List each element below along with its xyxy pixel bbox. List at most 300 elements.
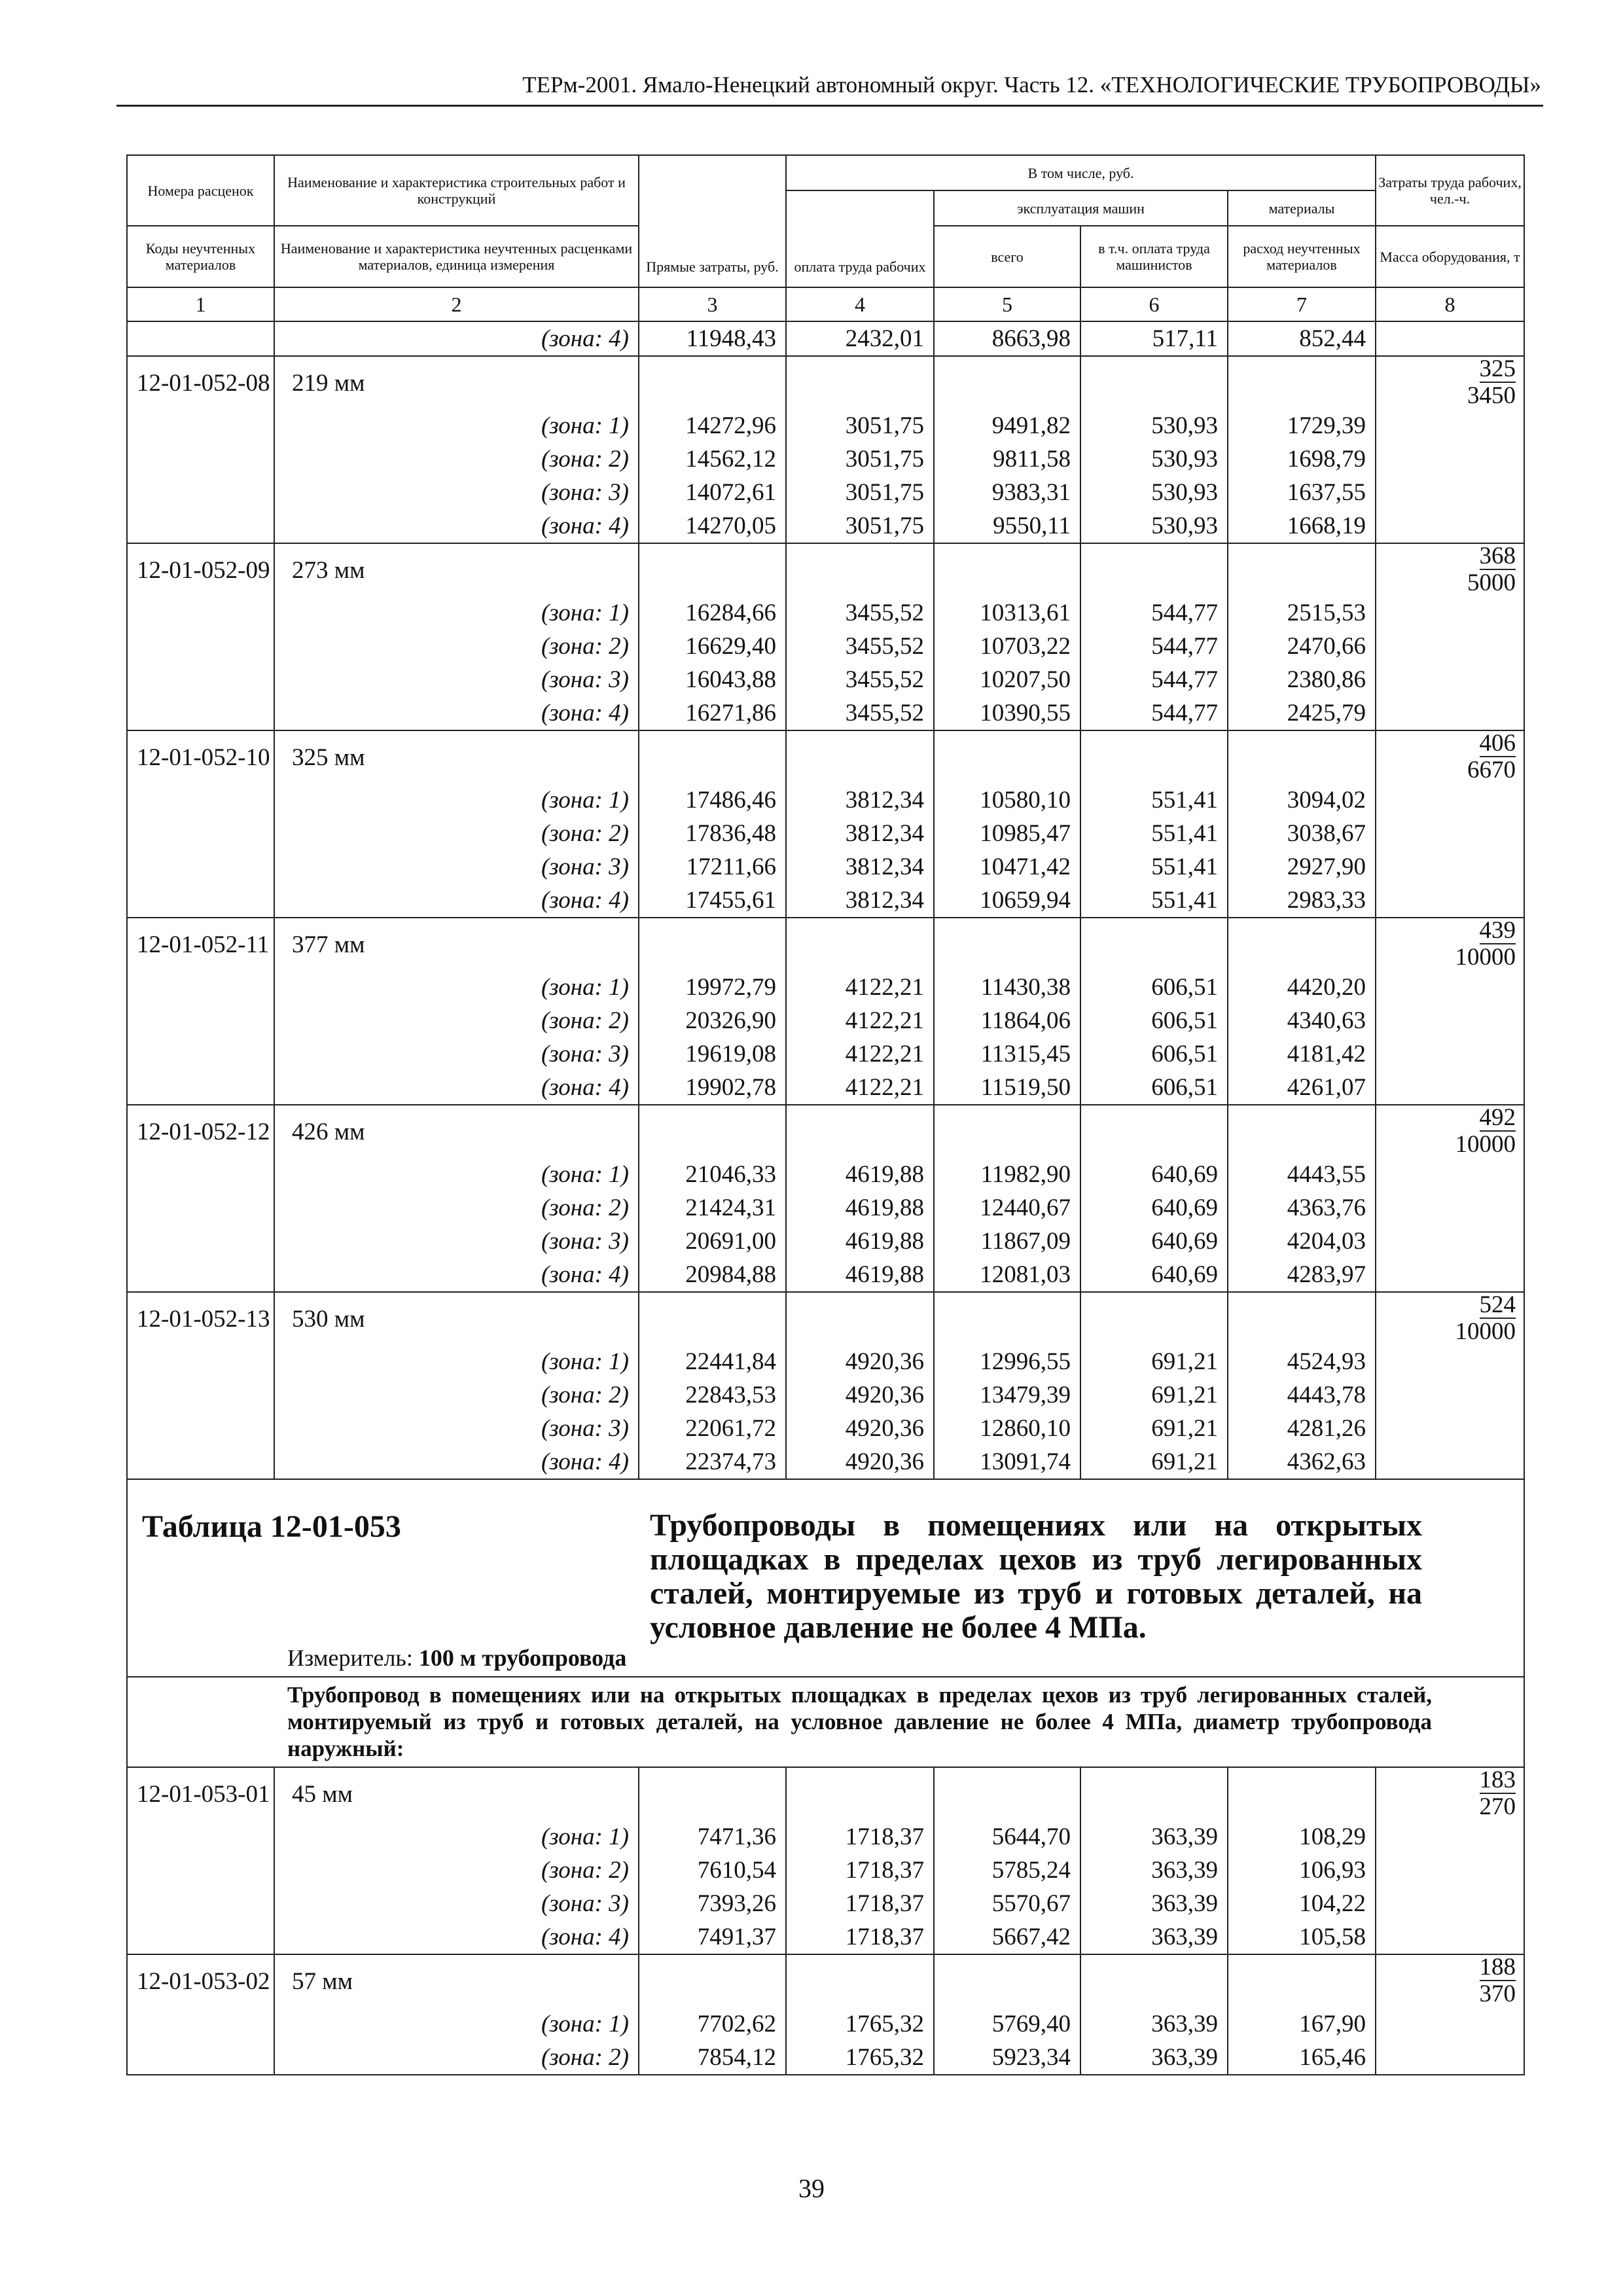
material-cost: 4362,63 xyxy=(1228,1445,1376,1479)
rate-header-row xyxy=(127,730,1524,783)
section-description-row xyxy=(127,1677,1524,1767)
column-number: 6 xyxy=(1080,287,1228,321)
col-worker-pay: оплата труда рабочих xyxy=(786,190,934,287)
zone-label: (зона: 1) xyxy=(541,974,629,1001)
machinist-pay: 606,51 xyxy=(1080,1071,1228,1105)
column-number: 4 xyxy=(786,287,934,321)
rate-name: 377 мм xyxy=(274,918,639,971)
zone-row xyxy=(127,1820,1524,1854)
labor-mass-fraction xyxy=(1376,918,1524,971)
equipment-mass-value: 10000 xyxy=(1455,1318,1516,1345)
worker-pay: 1765,32 xyxy=(786,2007,934,2041)
worker-pay: 3812,34 xyxy=(786,783,934,817)
material-cost: 106,93 xyxy=(1228,1854,1376,1887)
zone-label: (зона: 2) xyxy=(541,2044,629,2071)
col-labor-costs: Затраты труда рабочих, чел.-ч. xyxy=(1376,155,1524,226)
zone-label: (зона: 4) xyxy=(541,1074,629,1101)
col-material-consumption: расход неучтенных материалов xyxy=(1228,226,1376,287)
material-cost: 108,29 xyxy=(1228,1820,1376,1854)
zone-label: (зона: 3) xyxy=(541,1890,629,1917)
direct-cost: 16043,88 xyxy=(639,663,786,696)
machine-total: 11430,38 xyxy=(934,971,1080,1004)
machine-total: 10703,22 xyxy=(934,630,1080,663)
col-work-name: Наименование и характеристика строительных работ и конструкций xyxy=(274,155,639,226)
measure-value: 100 м трубопровода xyxy=(418,1645,627,1671)
header-rule xyxy=(116,105,1543,107)
rate-code: 12-01-052-09 xyxy=(127,543,274,596)
machinist-pay: 363,39 xyxy=(1080,2007,1228,2041)
direct-cost: 19902,78 xyxy=(639,1071,786,1105)
machinist-pay: 640,69 xyxy=(1080,1258,1228,1292)
direct-cost: 22843,53 xyxy=(639,1378,786,1412)
material-cost: 3094,02 xyxy=(1228,783,1376,817)
worker-pay: 4122,21 xyxy=(786,1004,934,1037)
zone-label: (зона: 4) xyxy=(541,1924,629,1950)
material-cost: 165,46 xyxy=(1228,2041,1376,2075)
zone-label: (зона: 2) xyxy=(541,820,629,847)
direct-cost: 22441,84 xyxy=(639,1345,786,1378)
col-material-codes: Коды неучтенных материалов xyxy=(127,226,274,287)
column-number: 5 xyxy=(934,287,1080,321)
direct-cost: 14562,12 xyxy=(639,442,786,476)
machinist-pay: 544,77 xyxy=(1080,663,1228,696)
worker-pay: 4920,36 xyxy=(786,1445,934,1479)
table-title: Трубопроводы в помещениях или на открытых площадках в пределах цехов из труб легированных сталей, монтируемые из труб и готовых деталей, на условное давление не более 4 МПа. xyxy=(650,1508,1422,1645)
labor-costs-value: 325 xyxy=(1479,355,1516,382)
zone-row xyxy=(127,884,1524,918)
header-row-1 xyxy=(127,155,1524,190)
labor-mass-fraction xyxy=(1376,1767,1524,1820)
direct-cost: 7702,62 xyxy=(639,2007,786,2041)
column-number: 3 xyxy=(639,287,786,321)
worker-pay: 1718,37 xyxy=(786,1887,934,1920)
machine-total: 10313,61 xyxy=(934,596,1080,630)
machinist-pay: 363,39 xyxy=(1080,1820,1228,1854)
direct-cost: 7610,54 xyxy=(639,1854,786,1887)
rate-code: 12-01-053-02 xyxy=(127,1954,274,2007)
direct-cost: 14270,05 xyxy=(639,509,786,543)
zone-label: (зона: 3) xyxy=(541,853,629,880)
col-machine-total: всего xyxy=(934,226,1080,287)
col-including: В том числе, руб. xyxy=(786,155,1376,190)
rate-header-row xyxy=(127,918,1524,971)
zone-label: (зона: 1) xyxy=(541,787,629,814)
worker-pay: 4122,21 xyxy=(786,1071,934,1105)
material-cost: 4261,07 xyxy=(1228,1071,1376,1105)
worker-pay: 1718,37 xyxy=(786,1820,934,1854)
machinist-pay: 530,93 xyxy=(1080,409,1228,442)
direct-cost: 7393,26 xyxy=(639,1887,786,1920)
machine-total: 11867,09 xyxy=(934,1225,1080,1258)
zone-row xyxy=(127,596,1524,630)
material-cost: 852,44 xyxy=(1228,321,1376,356)
machine-total: 10207,50 xyxy=(934,663,1080,696)
rate-name: 219 мм xyxy=(274,356,639,409)
machinist-pay: 363,39 xyxy=(1080,2041,1228,2075)
material-cost: 2983,33 xyxy=(1228,884,1376,918)
equipment-mass-value: 5000 xyxy=(1467,569,1516,596)
machine-total: 10580,10 xyxy=(934,783,1080,817)
worker-pay: 4122,21 xyxy=(786,971,934,1004)
material-cost: 2515,53 xyxy=(1228,596,1376,630)
zone-row xyxy=(127,1345,1524,1378)
direct-cost: 17211,66 xyxy=(639,850,786,884)
material-cost: 4443,55 xyxy=(1228,1158,1376,1191)
rate-name: 325 мм xyxy=(274,730,639,783)
direct-cost: 14072,61 xyxy=(639,476,786,509)
column-number: 8 xyxy=(1376,287,1524,321)
rate-name: 57 мм xyxy=(274,1954,639,2007)
column-number: 7 xyxy=(1228,287,1376,321)
machine-total: 9811,58 xyxy=(934,442,1080,476)
col-direct-costs: Прямые затраты, руб. xyxy=(639,155,786,287)
machine-total: 5570,67 xyxy=(934,1887,1080,1920)
document-header: ТЕРм-2001. Ямало-Ненецкий автономный округ. Часть 12. «ТЕХНОЛОГИЧЕСКИЕ ТРУБОПРОВОДЫ» xyxy=(522,72,1541,98)
machinist-pay: 551,41 xyxy=(1080,783,1228,817)
machinist-pay: 544,77 xyxy=(1080,630,1228,663)
material-cost: 1698,79 xyxy=(1228,442,1376,476)
equipment-mass-value: 370 xyxy=(1479,1981,1516,2007)
direct-cost: 19972,79 xyxy=(639,971,786,1004)
machine-total: 12996,55 xyxy=(934,1345,1080,1378)
rate-header-row xyxy=(127,543,1524,596)
machine-total: 5785,24 xyxy=(934,1854,1080,1887)
zone-row xyxy=(127,1378,1524,1412)
rate-code: 12-01-052-08 xyxy=(127,356,274,409)
direct-cost: 16284,66 xyxy=(639,596,786,630)
col-machine-operation: эксплуатация машин xyxy=(934,190,1228,226)
machinist-pay: 363,39 xyxy=(1080,1887,1228,1920)
zone-row xyxy=(127,1037,1524,1071)
table-body xyxy=(127,155,1524,2075)
machine-total: 11864,06 xyxy=(934,1004,1080,1037)
machinist-pay: 530,93 xyxy=(1080,476,1228,509)
measure-label: Измеритель: xyxy=(287,1645,413,1671)
direct-cost: 7854,12 xyxy=(639,2041,786,2075)
material-cost: 4420,20 xyxy=(1228,971,1376,1004)
worker-pay: 3051,75 xyxy=(786,476,934,509)
material-cost: 104,22 xyxy=(1228,1887,1376,1920)
labor-costs-value: 183 xyxy=(1479,1767,1516,1793)
material-cost: 105,58 xyxy=(1228,1920,1376,1954)
zone-row xyxy=(127,1887,1524,1920)
zone-label: (зона: 3) xyxy=(541,1041,629,1067)
zone-label: (зона: 2) xyxy=(541,1382,629,1408)
rate-code: 12-01-052-12 xyxy=(127,1105,274,1158)
zone-row xyxy=(127,1258,1524,1292)
machinist-pay: 544,77 xyxy=(1080,696,1228,730)
worker-pay: 4619,88 xyxy=(786,1191,934,1225)
machinist-pay: 691,21 xyxy=(1080,1445,1228,1479)
machine-total: 12440,67 xyxy=(934,1191,1080,1225)
material-cost: 4204,03 xyxy=(1228,1225,1376,1258)
machinist-pay: 517,11 xyxy=(1080,321,1228,356)
machinist-pay: 606,51 xyxy=(1080,971,1228,1004)
equipment-mass-value: 10000 xyxy=(1455,1131,1516,1158)
machinist-pay: 551,41 xyxy=(1080,850,1228,884)
column-number: 1 xyxy=(127,287,274,321)
zone-label: (зона: 1) xyxy=(541,2011,629,2037)
zone-label: (зона: 1) xyxy=(541,1348,629,1375)
material-cost: 4181,42 xyxy=(1228,1037,1376,1071)
machinist-pay: 691,21 xyxy=(1080,1378,1228,1412)
zone-label: (зона: 2) xyxy=(541,633,629,660)
measure-line xyxy=(287,1643,626,1672)
rate-name: 530 мм xyxy=(274,1292,639,1345)
machinist-pay: 640,69 xyxy=(1080,1158,1228,1191)
worker-pay: 3812,34 xyxy=(786,884,934,918)
rate-header-row xyxy=(127,356,1524,409)
machinist-pay: 606,51 xyxy=(1080,1037,1228,1071)
machine-total: 12860,10 xyxy=(934,1412,1080,1445)
rate-name: 273 мм xyxy=(274,543,639,596)
worker-pay: 3812,34 xyxy=(786,850,934,884)
worker-pay: 3051,75 xyxy=(786,509,934,543)
labor-costs-value: 406 xyxy=(1479,730,1516,757)
zone-label: (зона: 4) xyxy=(541,1448,629,1475)
direct-cost: 22061,72 xyxy=(639,1412,786,1445)
page-number: 39 xyxy=(798,2174,825,2203)
zone-row xyxy=(127,663,1524,696)
machine-total: 9383,31 xyxy=(934,476,1080,509)
zone-label: (зона: 3) xyxy=(541,1228,629,1255)
equipment-mass-value: 6670 xyxy=(1467,757,1516,783)
zone-row xyxy=(127,971,1524,1004)
machine-total: 5644,70 xyxy=(934,1820,1080,1854)
zone-row xyxy=(127,1854,1524,1887)
worker-pay: 1718,37 xyxy=(786,1854,934,1887)
material-cost: 2425,79 xyxy=(1228,696,1376,730)
direct-cost: 7471,36 xyxy=(639,1820,786,1854)
zone-label: (зона: 3) xyxy=(541,666,629,693)
zone-label: (зона: 1) xyxy=(541,412,629,439)
worker-pay: 1765,32 xyxy=(786,2041,934,2075)
rate-header-row xyxy=(127,1767,1524,1820)
material-cost: 4340,63 xyxy=(1228,1004,1376,1037)
zone-row xyxy=(127,2041,1524,2075)
machine-total: 10659,94 xyxy=(934,884,1080,918)
machine-total: 9550,11 xyxy=(934,509,1080,543)
zone-row xyxy=(127,696,1524,730)
machinist-pay: 363,39 xyxy=(1080,1854,1228,1887)
labor-mass-fraction xyxy=(1376,730,1524,783)
table-id: Таблица 12-01-053 xyxy=(142,1509,401,1544)
direct-cost: 17486,46 xyxy=(639,783,786,817)
labor-costs-value: 368 xyxy=(1479,543,1516,569)
direct-cost: 16271,86 xyxy=(639,696,786,730)
worker-pay: 3051,75 xyxy=(786,442,934,476)
worker-pay: 3455,52 xyxy=(786,696,934,730)
machine-total: 11315,45 xyxy=(934,1037,1080,1071)
machinist-pay: 606,51 xyxy=(1080,1004,1228,1037)
zone-row xyxy=(127,1191,1524,1225)
rate-header-row xyxy=(127,1105,1524,1158)
material-cost: 4524,93 xyxy=(1228,1345,1376,1378)
direct-cost: 16629,40 xyxy=(639,630,786,663)
material-cost: 1729,39 xyxy=(1228,409,1376,442)
zone-row xyxy=(127,1071,1524,1105)
machine-total: 8663,98 xyxy=(934,321,1080,356)
direct-cost: 7491,37 xyxy=(639,1920,786,1954)
rate-name: 45 мм xyxy=(274,1767,639,1820)
direct-cost: 19619,08 xyxy=(639,1037,786,1071)
direct-cost: 11948,43 xyxy=(639,321,786,356)
machine-total: 11519,50 xyxy=(934,1071,1080,1105)
zone-row xyxy=(127,442,1524,476)
direct-cost: 20326,90 xyxy=(639,1004,786,1037)
zone-row xyxy=(127,1445,1524,1479)
zone-label: (зона: 3) xyxy=(541,1415,629,1442)
machine-total: 10390,55 xyxy=(934,696,1080,730)
zone-label: (зона: 2) xyxy=(541,446,629,473)
labor-mass-fraction xyxy=(1376,543,1524,596)
rate-code: 12-01-053-01 xyxy=(127,1767,274,1820)
direct-cost: 20691,00 xyxy=(639,1225,786,1258)
labor-mass-fraction xyxy=(1376,356,1524,409)
rate-code: 12-01-052-11 xyxy=(127,918,274,971)
machine-total: 5923,34 xyxy=(934,2041,1080,2075)
labor-costs-value: 524 xyxy=(1479,1291,1516,1318)
zone-row xyxy=(127,630,1524,663)
material-cost: 4443,78 xyxy=(1228,1378,1376,1412)
zone-label: (зона: 4) xyxy=(541,700,629,726)
carryover-row xyxy=(127,321,1524,356)
worker-pay: 3051,75 xyxy=(786,409,934,442)
material-cost: 2927,90 xyxy=(1228,850,1376,884)
machine-total: 13479,39 xyxy=(934,1378,1080,1412)
zone-label: (зона: 1) xyxy=(541,1823,629,1850)
equipment-mass-value: 10000 xyxy=(1455,944,1516,971)
column-number: 2 xyxy=(274,287,639,321)
machinist-pay: 640,69 xyxy=(1080,1191,1228,1225)
labor-mass-fraction xyxy=(1376,1292,1524,1345)
zone-label: (зона: 3) xyxy=(541,479,629,506)
worker-pay: 4920,36 xyxy=(786,1412,934,1445)
zone-label: (зона: 2) xyxy=(541,1194,629,1221)
worker-pay: 4619,88 xyxy=(786,1158,934,1191)
machinist-pay: 551,41 xyxy=(1080,817,1228,850)
direct-cost: 22374,73 xyxy=(639,1445,786,1479)
rate-code: 12-01-052-13 xyxy=(127,1292,274,1345)
material-cost: 4283,97 xyxy=(1228,1258,1376,1292)
machinist-pay: 551,41 xyxy=(1080,884,1228,918)
material-cost: 2470,66 xyxy=(1228,630,1376,663)
zone-label: (зона: 1) xyxy=(541,1161,629,1188)
zone-row xyxy=(127,1920,1524,1954)
material-cost: 3038,67 xyxy=(1228,817,1376,850)
labor-costs-value: 492 xyxy=(1479,1104,1516,1131)
zone-label: (зона: 1) xyxy=(541,600,629,626)
col-equipment-mass: Масса оборудования, т xyxy=(1376,226,1524,287)
section-description xyxy=(127,1677,1524,1767)
machinist-pay: 363,39 xyxy=(1080,1920,1228,1954)
zone-row xyxy=(127,1412,1524,1445)
machine-total: 12081,03 xyxy=(934,1258,1080,1292)
direct-cost: 20984,88 xyxy=(639,1258,786,1292)
equipment-mass-value: 270 xyxy=(1479,1793,1516,1820)
machine-total: 13091,74 xyxy=(934,1445,1080,1479)
col-materials: материалы xyxy=(1228,190,1376,226)
worker-pay: 1718,37 xyxy=(786,1920,934,1954)
col-machinist-pay: в т.ч. оплата труда машинистов xyxy=(1080,226,1228,287)
material-cost: 4281,26 xyxy=(1228,1412,1376,1445)
zone-row xyxy=(127,409,1524,442)
direct-cost: 17455,61 xyxy=(639,884,786,918)
machinist-pay: 691,21 xyxy=(1080,1345,1228,1378)
labor-mass-fraction xyxy=(1376,1105,1524,1158)
equipment-mass-value: 3450 xyxy=(1467,382,1516,409)
material-cost: 4363,76 xyxy=(1228,1191,1376,1225)
direct-cost: 21046,33 xyxy=(639,1158,786,1191)
labor-costs-value: 439 xyxy=(1479,917,1516,944)
zone-row xyxy=(127,783,1524,817)
worker-pay: 2432,01 xyxy=(786,321,934,356)
machinist-pay: 640,69 xyxy=(1080,1225,1228,1258)
direct-cost: 14272,96 xyxy=(639,409,786,442)
labor-mass-fraction xyxy=(1376,1954,1524,2007)
worker-pay: 4122,21 xyxy=(786,1037,934,1071)
section-description-text: Трубопровод в помещениях или на открытых площадках в пределах цехов из труб легированных сталей, монтируемый из труб и готовых деталей, на условное давление не более 4 МПа, диаметр трубопровода наружный: xyxy=(287,1682,1433,1761)
zone-label: (зона: 4) xyxy=(541,325,629,352)
zone-row xyxy=(127,850,1524,884)
material-cost: 2380,86 xyxy=(1228,663,1376,696)
worker-pay: 3455,52 xyxy=(786,630,934,663)
col-rate-numbers: Номера расценок xyxy=(127,155,274,226)
rate-header-row xyxy=(127,1954,1524,2007)
zone-row xyxy=(127,1158,1524,1191)
rate-header-row xyxy=(127,1292,1524,1345)
material-cost: 1637,55 xyxy=(1228,476,1376,509)
worker-pay: 3812,34 xyxy=(786,817,934,850)
machine-total: 5769,40 xyxy=(934,2007,1080,2041)
machine-total: 5667,42 xyxy=(934,1920,1080,1954)
worker-pay: 4619,88 xyxy=(786,1225,934,1258)
worker-pay: 3455,52 xyxy=(786,663,934,696)
zone-row xyxy=(127,476,1524,509)
zone-label: (зона: 4) xyxy=(541,887,629,914)
zone-row xyxy=(127,2007,1524,2041)
col-material-name: Наименование и характеристика неучтенных расценками материалов, единица измерения xyxy=(274,226,639,287)
material-cost: 167,90 xyxy=(1228,2007,1376,2041)
machinist-pay: 544,77 xyxy=(1080,596,1228,630)
direct-cost: 17836,48 xyxy=(639,817,786,850)
worker-pay: 4920,36 xyxy=(786,1345,934,1378)
zone-row xyxy=(127,817,1524,850)
table-heading xyxy=(127,1479,1524,1677)
zone-row xyxy=(127,509,1524,543)
zone-label: (зона: 2) xyxy=(541,1857,629,1884)
rate-name: 426 мм xyxy=(274,1105,639,1158)
direct-cost: 21424,31 xyxy=(639,1191,786,1225)
price-table xyxy=(126,154,1525,2075)
machine-total: 9491,82 xyxy=(934,409,1080,442)
zone-label: (зона: 4) xyxy=(541,1261,629,1288)
worker-pay: 4619,88 xyxy=(786,1258,934,1292)
zone-row xyxy=(127,1004,1524,1037)
worker-pay: 3455,52 xyxy=(786,596,934,630)
machine-total: 10471,42 xyxy=(934,850,1080,884)
zone-label: (зона: 4) xyxy=(541,512,629,539)
zone-label: (зона: 2) xyxy=(541,1007,629,1034)
labor-costs-value: 188 xyxy=(1479,1954,1516,1981)
material-cost: 1668,19 xyxy=(1228,509,1376,543)
rate-code: 12-01-052-10 xyxy=(127,730,274,783)
column-number-row xyxy=(127,287,1524,321)
zone-row xyxy=(127,1225,1524,1258)
machine-total: 11982,90 xyxy=(934,1158,1080,1191)
worker-pay: 4920,36 xyxy=(786,1378,934,1412)
table-heading-row xyxy=(127,1479,1524,1677)
